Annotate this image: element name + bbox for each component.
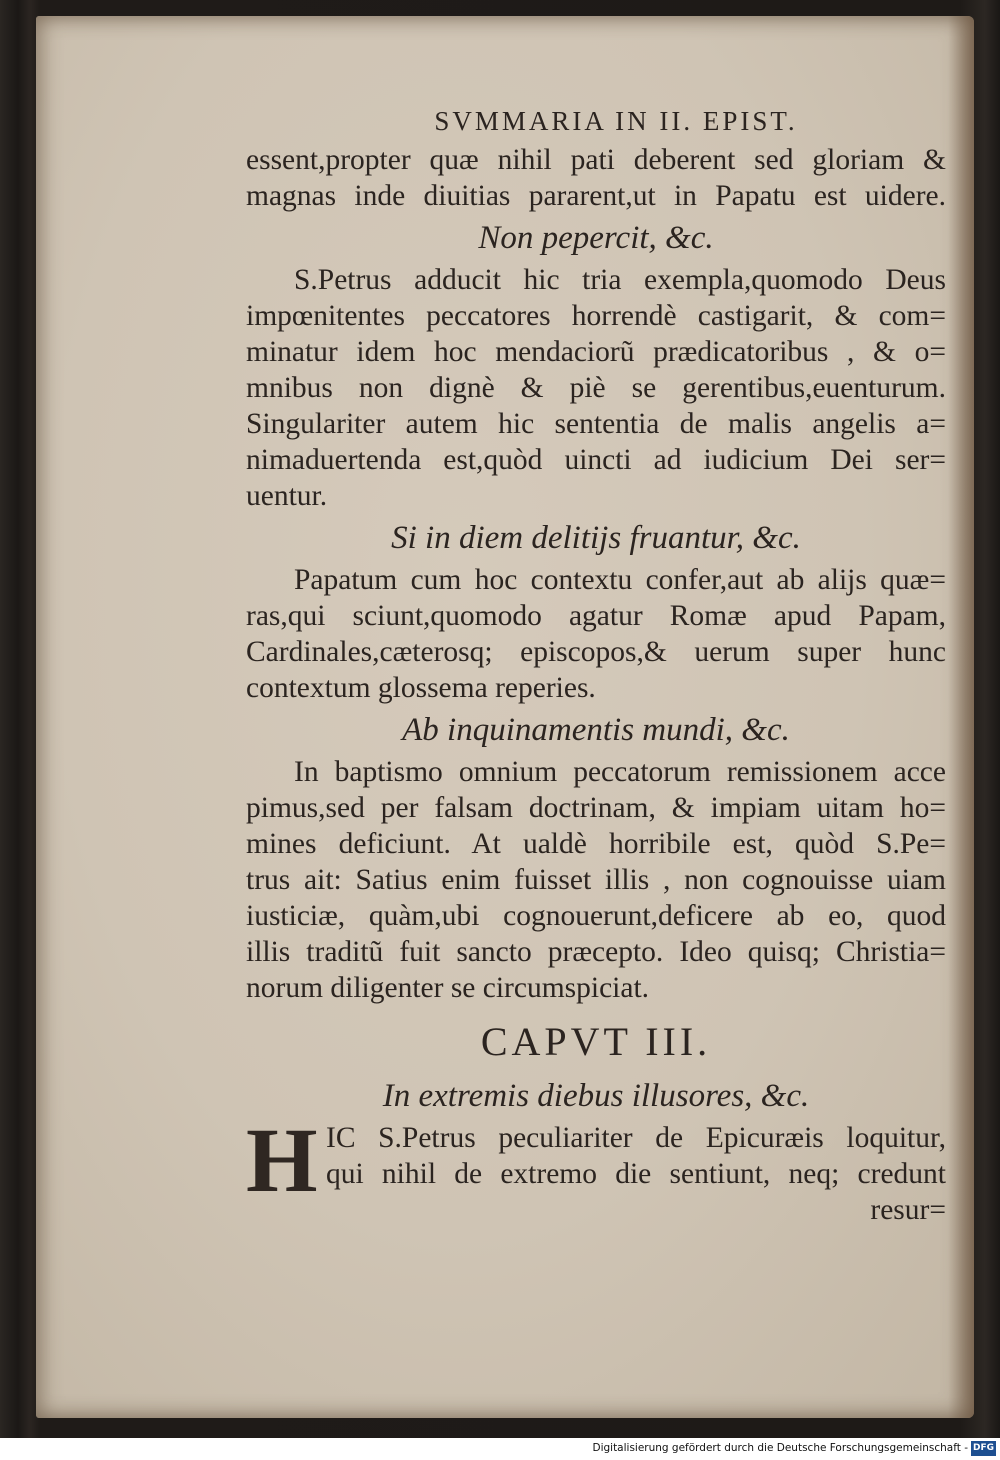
text-line: impœnitentes peccatores horrendè castigarit, & com= — [246, 300, 946, 332]
text-line: uentur. — [246, 480, 328, 512]
text-line: pimus,sed per falsam doctrinam, & impiam uitam ho= — [246, 792, 946, 824]
text-line: mines deficiunt. At ualdè horribile est, quòd S.Pe= — [246, 828, 946, 860]
text-line: minatur idem hoc mendaciorũ prædicatoribus , & o= — [246, 336, 946, 368]
catchword: resur= — [870, 1194, 946, 1226]
running-head: SVMMARIA IN II. EPIST. — [434, 106, 798, 136]
chapter-title: CAPVT III. — [480, 1019, 712, 1064]
footer-credit: Digitalisierung gefördert durch die Deutsche Forschungsgemeinschaft - — [592, 1442, 968, 1454]
text-line: contextum glossema reperies. — [246, 672, 596, 704]
footer-bar — [0, 1438, 1000, 1460]
text-line: trus ait: Satius enim fuisset illis , non cognouisse uiam — [246, 864, 946, 896]
section-heading: Si in diem delitijs fruantur, &c. — [391, 520, 801, 556]
text-block — [246, 104, 946, 1228]
text-line: norum diligenter se circumspiciat. — [246, 972, 650, 1004]
text-line: S.Petrus adducit hic tria exempla,quomodo Deus — [294, 264, 946, 296]
text-line: magnas inde diuitias pararent,ut in Papatu est uidere. — [246, 180, 946, 212]
text-line: Singulariter autem hic sententia de malis angelis a= — [246, 408, 946, 440]
section-heading: In extremis diebus illusores, &c. — [382, 1078, 810, 1114]
drop-initial: H — [246, 1109, 318, 1211]
text-line: In baptismo omnium peccatorum remissionem acce — [294, 756, 946, 788]
text-line: IC S.Petrus peculiariter de Epicuræis loquitur, — [326, 1122, 946, 1154]
text-line: mnibus non dignè & piè se gerentibus,euenturum. — [246, 372, 946, 404]
dfg-logo-icon: DFG — [971, 1441, 996, 1456]
page-edge-shadow — [948, 16, 974, 1418]
text-line: ras,qui sciunt,quomodo agatur Romæ apud Papam, — [246, 600, 946, 632]
section-heading: Ab inquinamentis mundi, &c. — [402, 712, 790, 748]
text-line: illis traditũ fuit sancto præcepto. Ideo quisq; Christia= — [246, 936, 946, 968]
text-line: essent,propter quæ nihil pati deberent sed gloriam & — [246, 144, 946, 176]
text-line: iusticiæ, quàm,ubi cognouerunt,deficere ab eo, quod — [246, 900, 946, 932]
text-line: Papatum cum hoc contextu confer,aut ab alijs quæ= — [294, 564, 946, 596]
text-line: Cardinales,cæterosq; episcopos,& uerum super hunc — [246, 636, 946, 668]
text-line: nimaduertenda est,quòd uincti ad iudicium Dei ser= — [246, 444, 946, 476]
text-line: qui nihil de extremo die sentiunt, neq; credunt — [326, 1158, 946, 1190]
section-heading: Non pepercit, &c. — [478, 220, 714, 256]
book-page — [36, 16, 974, 1418]
